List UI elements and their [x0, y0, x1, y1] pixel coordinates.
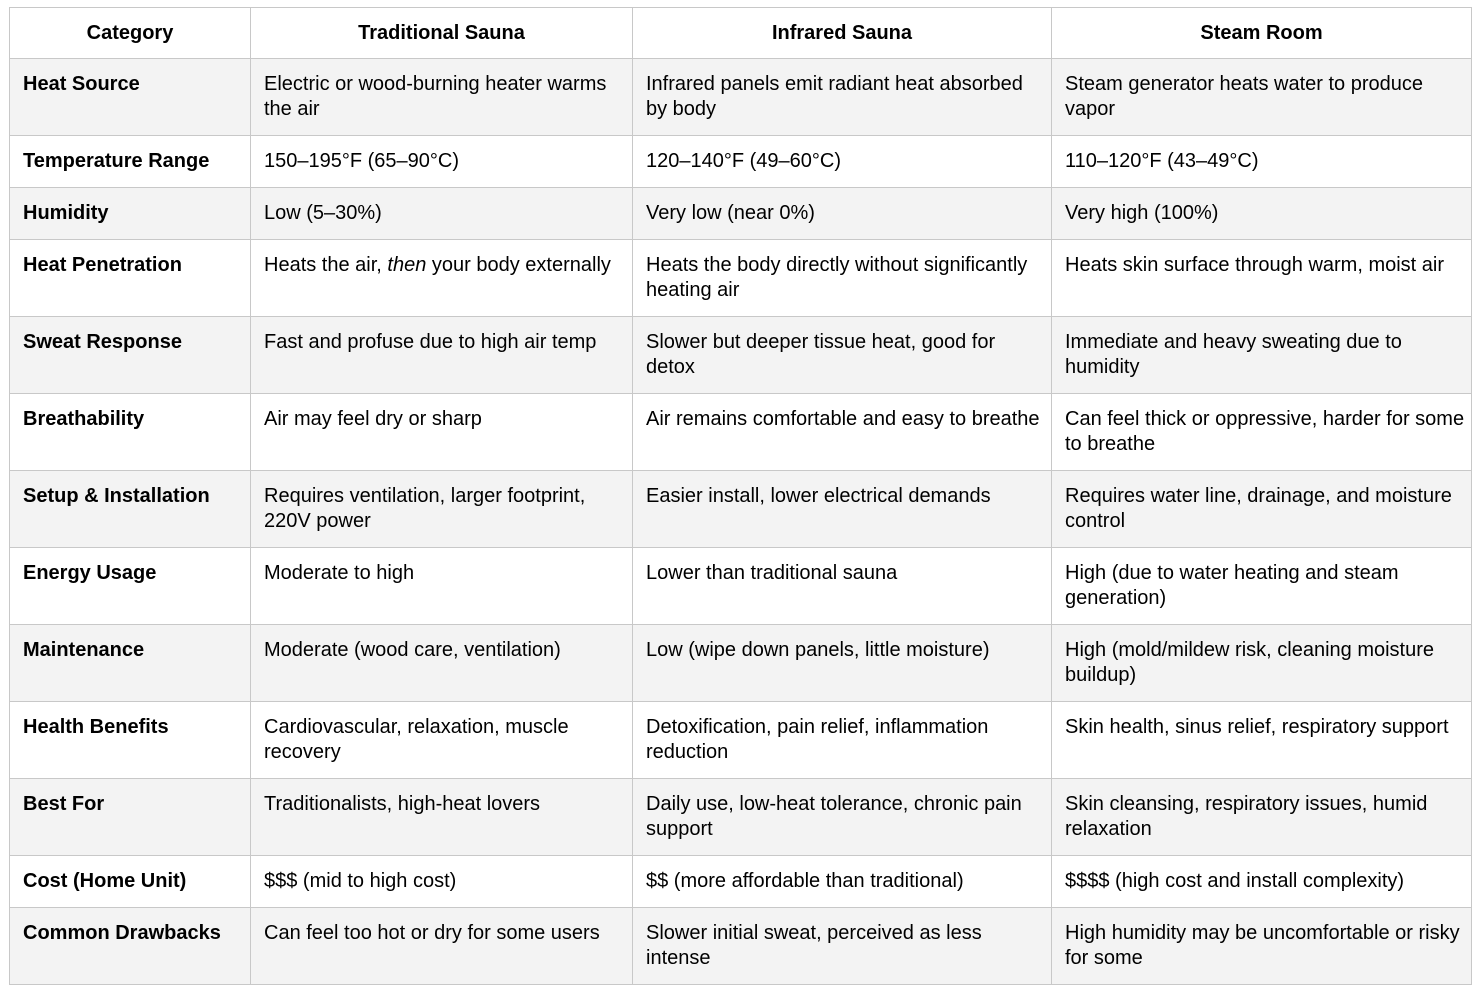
table-row	[10, 779, 1472, 856]
table-row	[10, 908, 1472, 985]
traditional-cell	[251, 240, 633, 317]
steam-cell: High (due to water heating and steam generation)	[1052, 548, 1472, 625]
infrared-cell: $$ (more affordable than traditional)	[633, 856, 1052, 908]
steam-cell: Heats skin surface through warm, moist air	[1052, 240, 1472, 317]
row-category-cell: Health Benefits	[10, 702, 251, 779]
infrared-cell: Detoxification, pain relief, inflammation reduction	[633, 702, 1052, 779]
traditional-cell: 150–195°F (65–90°C)	[251, 136, 633, 188]
header-infrared-sauna: Infrared Sauna	[633, 8, 1052, 59]
infrared-cell: Slower initial sweat, perceived as less intense	[633, 908, 1052, 985]
steam-cell: Requires water line, drainage, and moisture control	[1052, 471, 1472, 548]
traditional-cell: Low (5–30%)	[251, 188, 633, 240]
row-category-cell: Cost (Home Unit)	[10, 856, 251, 908]
infrared-cell: Slower but deeper tissue heat, good for detox	[633, 317, 1052, 394]
table-row	[10, 856, 1472, 908]
header-row	[10, 8, 1472, 59]
row-category-cell: Heat Source	[10, 59, 251, 136]
row-category-cell: Energy Usage	[10, 548, 251, 625]
infrared-cell: Daily use, low-heat tolerance, chronic pain support	[633, 779, 1052, 856]
table-row	[10, 702, 1472, 779]
table-row	[10, 136, 1472, 188]
steam-cell: Steam generator heats water to produce vapor	[1052, 59, 1472, 136]
steam-cell: Immediate and heavy sweating due to humidity	[1052, 317, 1472, 394]
row-category-cell: Humidity	[10, 188, 251, 240]
table-row	[10, 394, 1472, 471]
steam-cell: 110–120°F (43–49°C)	[1052, 136, 1472, 188]
traditional-cell: Requires ventilation, larger footprint, 220V power	[251, 471, 633, 548]
row-category-cell: Heat Penetration	[10, 240, 251, 317]
header-category: Category	[10, 8, 251, 59]
traditional-cell: Fast and profuse due to high air temp	[251, 317, 633, 394]
table-row	[10, 317, 1472, 394]
table-row	[10, 59, 1472, 136]
header-steam-room: Steam Room	[1052, 8, 1472, 59]
steam-cell: High (mold/mildew risk, cleaning moisture buildup)	[1052, 625, 1472, 702]
row-category-cell: Maintenance	[10, 625, 251, 702]
traditional-cell: Electric or wood-burning heater warms the air	[251, 59, 633, 136]
traditional-cell: Can feel too hot or dry for some users	[251, 908, 633, 985]
comparison-table	[9, 7, 1472, 985]
row-category-cell: Breathability	[10, 394, 251, 471]
row-category-cell: Sweat Response	[10, 317, 251, 394]
steam-cell: Skin health, sinus relief, respiratory support	[1052, 702, 1472, 779]
table-row	[10, 188, 1472, 240]
table-row	[10, 548, 1472, 625]
traditional-cell: Moderate to high	[251, 548, 633, 625]
cell-text: your body externally	[426, 254, 611, 276]
infrared-cell: Heats the body directly without significantly heating air	[633, 240, 1052, 317]
infrared-cell: 120–140°F (49–60°C)	[633, 136, 1052, 188]
traditional-cell: Air may feel dry or sharp	[251, 394, 633, 471]
row-category-cell: Common Drawbacks	[10, 908, 251, 985]
table-row	[10, 240, 1472, 317]
header-traditional-sauna: Traditional Sauna	[251, 8, 633, 59]
cell-text: Heats the air,	[264, 254, 388, 276]
steam-cell: $$$$ (high cost and install complexity)	[1052, 856, 1472, 908]
steam-cell: Very high (100%)	[1052, 188, 1472, 240]
traditional-cell: $$$ (mid to high cost)	[251, 856, 633, 908]
traditional-cell: Moderate (wood care, ventilation)	[251, 625, 633, 702]
table-row	[10, 471, 1472, 548]
steam-cell: Can feel thick or oppressive, harder for some to breathe	[1052, 394, 1472, 471]
row-category-cell: Temperature Range	[10, 136, 251, 188]
emphasis-text: then	[387, 254, 427, 276]
table-row	[10, 625, 1472, 702]
infrared-cell: Lower than traditional sauna	[633, 548, 1052, 625]
infrared-cell: Air remains comfortable and easy to breathe	[633, 394, 1052, 471]
traditional-cell: Traditionalists, high-heat lovers	[251, 779, 633, 856]
infrared-cell: Very low (near 0%)	[633, 188, 1052, 240]
row-category-cell: Setup & Installation	[10, 471, 251, 548]
steam-cell: Skin cleansing, respiratory issues, humid relaxation	[1052, 779, 1472, 856]
infrared-cell: Infrared panels emit radiant heat absorbed by body	[633, 59, 1052, 136]
traditional-cell: Cardiovascular, relaxation, muscle recovery	[251, 702, 633, 779]
steam-cell: High humidity may be uncomfortable or risky for some	[1052, 908, 1472, 985]
row-category-cell: Best For	[10, 779, 251, 856]
infrared-cell: Easier install, lower electrical demands	[633, 471, 1052, 548]
infrared-cell: Low (wipe down panels, little moisture)	[633, 625, 1052, 702]
